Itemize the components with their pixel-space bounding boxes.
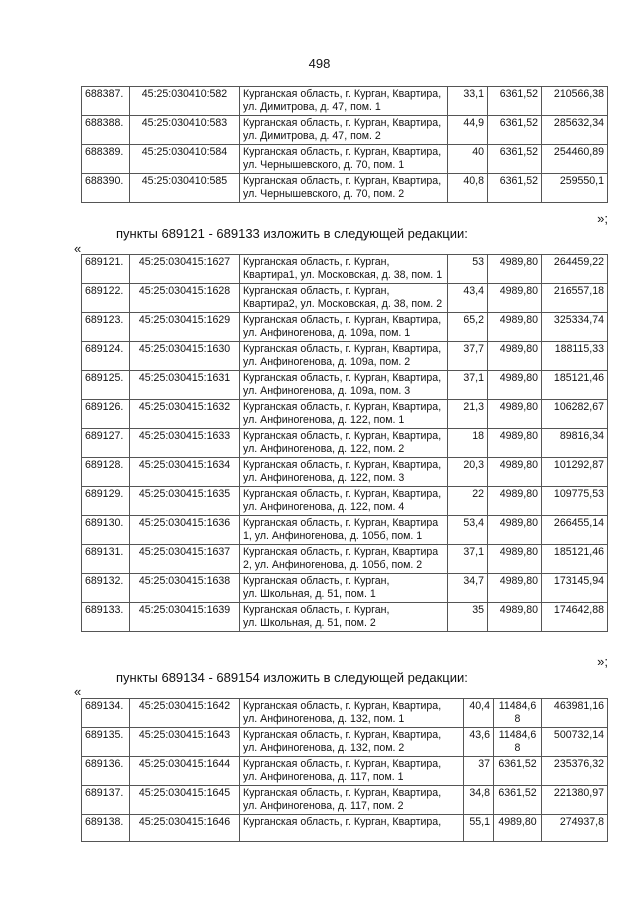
cell-area: 55,1 (464, 815, 494, 842)
cell-line: Курганская область, г. Курган, (243, 604, 390, 616)
cell-cad: 45:25:030415:1634 (130, 458, 240, 487)
cell-num: 689124. (82, 342, 130, 371)
cell-line: Курганская область, г. Курган, (243, 256, 390, 268)
cell-area: 44,9 (448, 116, 488, 145)
cell-price: 4989,80 (488, 313, 542, 342)
cell-area: 37,1 (448, 545, 488, 574)
cell-cost: 185121,46 (542, 371, 608, 400)
cell-price: 4989,80 (488, 574, 542, 603)
cell-cad: 45:25:030415:1645 (130, 786, 240, 815)
cell-num: 688389. (82, 145, 130, 174)
cell-area: 40,4 (464, 699, 494, 728)
cell-area: 65,2 (448, 313, 488, 342)
cell-addr (240, 516, 448, 545)
cell-cost: 235376,32 (542, 757, 608, 786)
cell-line: Курганская область, г. Курган, Квартира, (243, 488, 442, 500)
cell-addr (240, 757, 464, 786)
cell-addr (240, 699, 464, 728)
cell-addr (240, 458, 448, 487)
registry-table-2 (81, 254, 608, 632)
cell-line: 8 (514, 742, 521, 754)
cell-area: 21,3 (448, 400, 488, 429)
cell-line: ул. Анфиногенова, д. 109а, пом. 3 (243, 385, 411, 397)
cell-line: Курганская область, г. Курган, Квартира, (243, 787, 442, 799)
table-row (82, 145, 608, 174)
cell-line: ул. Димитрова, д. 47, пом. 2 (243, 130, 381, 142)
cell-line: ул. Димитрова, д. 47, пом. 1 (243, 101, 381, 113)
cell-area: 35 (448, 603, 488, 632)
cell-num: 689129. (82, 487, 130, 516)
table-row (82, 815, 608, 842)
table-row (82, 728, 608, 757)
cell-num: 689127. (82, 429, 130, 458)
instruction-text: пункты 689134 - 689154 изложить в следующей редакции: (116, 670, 468, 685)
cell-line: ул. Школьная, д. 51, пом. 1 (243, 588, 376, 600)
cell-cost: 109775,53 (542, 487, 608, 516)
cell-price: 4989,80 (488, 255, 542, 284)
cell-addr (240, 574, 448, 603)
cell-cad: 45:25:030415:1629 (130, 313, 240, 342)
cell-cost: 89816,34 (542, 429, 608, 458)
cell-line: Курганская область, г. Курган, Квартира, (243, 401, 442, 413)
cell-line: Курганская область, г. Курган, Квартира (243, 517, 439, 529)
cell-area: 34,8 (464, 786, 494, 815)
cell-addr (240, 371, 448, 400)
cell-cost: 210566,38 (542, 87, 608, 116)
table-row (82, 699, 608, 728)
cell-price: 4989,80 (488, 603, 542, 632)
table-row (82, 116, 608, 145)
cell-addr (240, 815, 464, 842)
cell-line: Курганская область, г. Курган, Квартира, (243, 372, 442, 384)
cell-cad: 45:25:030415:1630 (130, 342, 240, 371)
cell-area: 53,4 (448, 516, 488, 545)
table-row (82, 757, 608, 786)
page-number: 498 (308, 56, 331, 71)
cell-price (494, 815, 542, 842)
cell-area: 18 (448, 429, 488, 458)
cell-price: 4989,80 (488, 458, 542, 487)
cell-area: 37,7 (448, 342, 488, 371)
cell-cad: 45:25:030415:1638 (130, 574, 240, 603)
cell-line: Курганская область, г. Курган, Квартира, (243, 729, 442, 741)
cell-addr (240, 342, 448, 371)
cell-cad: 45:25:030415:1633 (130, 429, 240, 458)
cell-num: 689130. (82, 516, 130, 545)
cell-cost: 101292,87 (542, 458, 608, 487)
cell-line: Курганская область, г. Курган, Квартира, (243, 117, 442, 129)
cell-line: Курганская область, г. Курган, (243, 575, 390, 587)
cell-line: 6361,52 (498, 787, 537, 799)
closing-quote: »; (597, 211, 608, 226)
cell-cad: 45:25:030415:1627 (130, 255, 240, 284)
cell-area: 37 (464, 757, 494, 786)
cell-cad: 45:25:030415:1643 (130, 728, 240, 757)
cell-cad: 45:25:030410:583 (130, 116, 240, 145)
opening-quote: « (74, 241, 82, 256)
cell-line: Курганская область, г. Курган, Квартира, (243, 430, 442, 442)
cell-num: 689122. (82, 284, 130, 313)
cell-addr (240, 487, 448, 516)
cell-price: 4989,80 (488, 371, 542, 400)
cell-area: 43,6 (464, 728, 494, 757)
table-row (82, 574, 608, 603)
cell-price (494, 757, 542, 786)
cell-line: 11484,6 (498, 729, 537, 741)
cell-num: 689128. (82, 458, 130, 487)
cell-area: 37,1 (448, 371, 488, 400)
table-row (82, 603, 608, 632)
table-row (82, 429, 608, 458)
cell-price: 4989,80 (488, 342, 542, 371)
cell-addr (240, 284, 448, 313)
cell-addr (240, 174, 448, 203)
cell-num: 689121. (82, 255, 130, 284)
cell-cost: 216557,18 (542, 284, 608, 313)
cell-area: 40,8 (448, 174, 488, 203)
cell-cost: 500732,14 (542, 728, 608, 757)
cell-addr (240, 145, 448, 174)
cell-line: ул. Анфиногенова, д. 132, пом. 1 (243, 713, 405, 725)
cell-cad: 45:25:030415:1632 (130, 400, 240, 429)
cell-price (494, 786, 542, 815)
cell-cad: 45:25:030415:1635 (130, 487, 240, 516)
cell-cost: 106282,67 (542, 400, 608, 429)
cell-addr (240, 400, 448, 429)
registry-table-3 (81, 698, 608, 842)
cell-addr (240, 255, 448, 284)
cell-cost: 174642,88 (542, 603, 608, 632)
cell-cad: 45:25:030415:1644 (130, 757, 240, 786)
cell-cost: 254460,89 (542, 145, 608, 174)
cell-addr (240, 429, 448, 458)
cell-addr (240, 116, 448, 145)
cell-num: 688390. (82, 174, 130, 203)
table-row (82, 174, 608, 203)
table-row (82, 545, 608, 574)
cell-num: 689137. (82, 786, 130, 815)
cell-price (494, 699, 542, 728)
cell-price (494, 728, 542, 757)
cell-line: ул. Анфиногенова, д. 122, пом. 1 (243, 414, 405, 426)
cell-price: 4989,80 (488, 487, 542, 516)
cell-line: Курганская область, г. Курган, Квартира, (243, 314, 442, 326)
cell-area: 22 (448, 487, 488, 516)
cell-price: 4989,80 (488, 516, 542, 545)
cell-cad: 45:25:030415:1636 (130, 516, 240, 545)
cell-line: Курганская область, г. Курган, Квартира, (243, 700, 442, 712)
cell-line: 1, ул. Анфиногенова, д. 105б, пом. 1 (243, 530, 423, 542)
cell-cad: 45:25:030415:1646 (130, 815, 240, 842)
cell-cost: 325334,74 (542, 313, 608, 342)
cell-price: 4989,80 (488, 284, 542, 313)
cell-addr (240, 603, 448, 632)
table-row (82, 342, 608, 371)
cell-cost: 188115,33 (542, 342, 608, 371)
cell-line: Курганская область, г. Курган, Квартира (243, 546, 439, 558)
cell-area: 33,1 (448, 87, 488, 116)
cell-addr (240, 87, 448, 116)
cell-cad: 45:25:030415:1639 (130, 603, 240, 632)
cell-line: Курганская область, г. Курган, Квартира, (243, 459, 442, 471)
cell-num: 689123. (82, 313, 130, 342)
cell-price: 4989,80 (488, 429, 542, 458)
cell-price: 6361,52 (488, 174, 542, 203)
cell-line: Курганская область, г. Курган, Квартира, (243, 758, 442, 770)
cell-cost: 264459,22 (542, 255, 608, 284)
cell-line: Курганская область, г. Курган, Квартира, (243, 343, 442, 355)
instruction-text: пункты 689121 - 689133 изложить в следующей редакции: (116, 226, 468, 241)
cell-area: 43,4 (448, 284, 488, 313)
table-row (82, 400, 608, 429)
cell-cost: 285632,34 (542, 116, 608, 145)
cell-addr (240, 728, 464, 757)
cell-num: 689136. (82, 757, 130, 786)
cell-line: 2, ул. Анфиногенова, д. 105б, пом. 2 (243, 559, 423, 571)
cell-num: 689125. (82, 371, 130, 400)
cell-line: ул. Чернышевского, д. 70, пом. 1 (243, 159, 405, 171)
cell-line: 8 (514, 713, 521, 725)
table-row (82, 284, 608, 313)
cell-price: 6361,52 (488, 116, 542, 145)
table-row (82, 255, 608, 284)
cell-cad: 45:25:030415:1637 (130, 545, 240, 574)
cell-line: Квартира2, ул. Московская, д. 38, пом. 2 (243, 298, 443, 310)
cell-line: ул. Анфиногенова, д. 122, пом. 2 (243, 443, 405, 455)
cell-area: 53 (448, 255, 488, 284)
cell-addr (240, 786, 464, 815)
cell-line: Курганская область, г. Курган, Квартира, (243, 816, 442, 828)
table-row (82, 87, 608, 116)
cell-line: Курганская область, г. Курган, Квартира, (243, 175, 442, 187)
table-row (82, 487, 608, 516)
cell-line: Квартира1, ул. Московская, д. 38, пом. 1 (243, 269, 443, 281)
cell-cad: 45:25:030415:1631 (130, 371, 240, 400)
cell-cost: 274937,8 (542, 815, 608, 842)
cell-num: 689132. (82, 574, 130, 603)
cell-line: ул. Анфиногенова, д. 117, пом. 1 (243, 771, 404, 783)
cell-num: 689138. (82, 815, 130, 842)
cell-price: 4989,80 (488, 400, 542, 429)
cell-cad: 45:25:030410:582 (130, 87, 240, 116)
cell-addr (240, 313, 448, 342)
table-row (82, 371, 608, 400)
cell-line: ул. Чернышевского, д. 70, пом. 2 (243, 188, 405, 200)
cell-num: 688387. (82, 87, 130, 116)
cell-num: 689134. (82, 699, 130, 728)
cell-line: 6361,52 (498, 758, 537, 770)
cell-cad: 45:25:030415:1642 (130, 699, 240, 728)
cell-num: 689133. (82, 603, 130, 632)
cell-line: 11484,6 (498, 700, 537, 712)
cell-area: 20,3 (448, 458, 488, 487)
cell-line: Курганская область, г. Курган, (243, 285, 390, 297)
cell-cost: 185121,46 (542, 545, 608, 574)
cell-line: ул. Анфиногенова, д. 109а, пом. 2 (243, 356, 411, 368)
table-row (82, 516, 608, 545)
cell-line: ул. Анфиногенова, д. 122, пом. 4 (243, 501, 405, 513)
cell-line: Курганская область, г. Курган, Квартира, (243, 88, 442, 100)
cell-cad: 45:25:030410:585 (130, 174, 240, 203)
table-row (82, 313, 608, 342)
cell-price: 6361,52 (488, 145, 542, 174)
cell-line: ул. Анфиногенова, д. 109а, пом. 1 (243, 327, 411, 339)
cell-area: 34,7 (448, 574, 488, 603)
table-row (82, 786, 608, 815)
cell-cost: 221380,97 (542, 786, 608, 815)
cell-cad: 45:25:030410:584 (130, 145, 240, 174)
cell-price: 4989,80 (488, 545, 542, 574)
cell-num: 689126. (82, 400, 130, 429)
cell-price: 6361,52 (488, 87, 542, 116)
cell-line: ул. Анфиногенова, д. 132, пом. 2 (243, 742, 405, 754)
cell-line: 4989,80 (498, 816, 537, 828)
table-row (82, 458, 608, 487)
cell-area: 40 (448, 145, 488, 174)
cell-num: 688388. (82, 116, 130, 145)
cell-line: ул. Школьная, д. 51, пом. 2 (243, 617, 376, 629)
cell-num: 689131. (82, 545, 130, 574)
cell-line: ул. Анфиногенова, д. 122, пом. 3 (243, 472, 405, 484)
cell-cost: 259550,1 (542, 174, 608, 203)
opening-quote: « (74, 684, 82, 699)
closing-quote: »; (597, 654, 608, 669)
cell-cost: 463981,16 (542, 699, 608, 728)
cell-cad: 45:25:030415:1628 (130, 284, 240, 313)
cell-num: 689135. (82, 728, 130, 757)
registry-table-1 (81, 86, 608, 203)
cell-line: ул. Анфиногенова, д. 117, пом. 2 (243, 800, 404, 812)
cell-cost: 173145,94 (542, 574, 608, 603)
cell-cost: 266455,14 (542, 516, 608, 545)
cell-addr (240, 545, 448, 574)
cell-line: Курганская область, г. Курган, Квартира, (243, 146, 442, 158)
